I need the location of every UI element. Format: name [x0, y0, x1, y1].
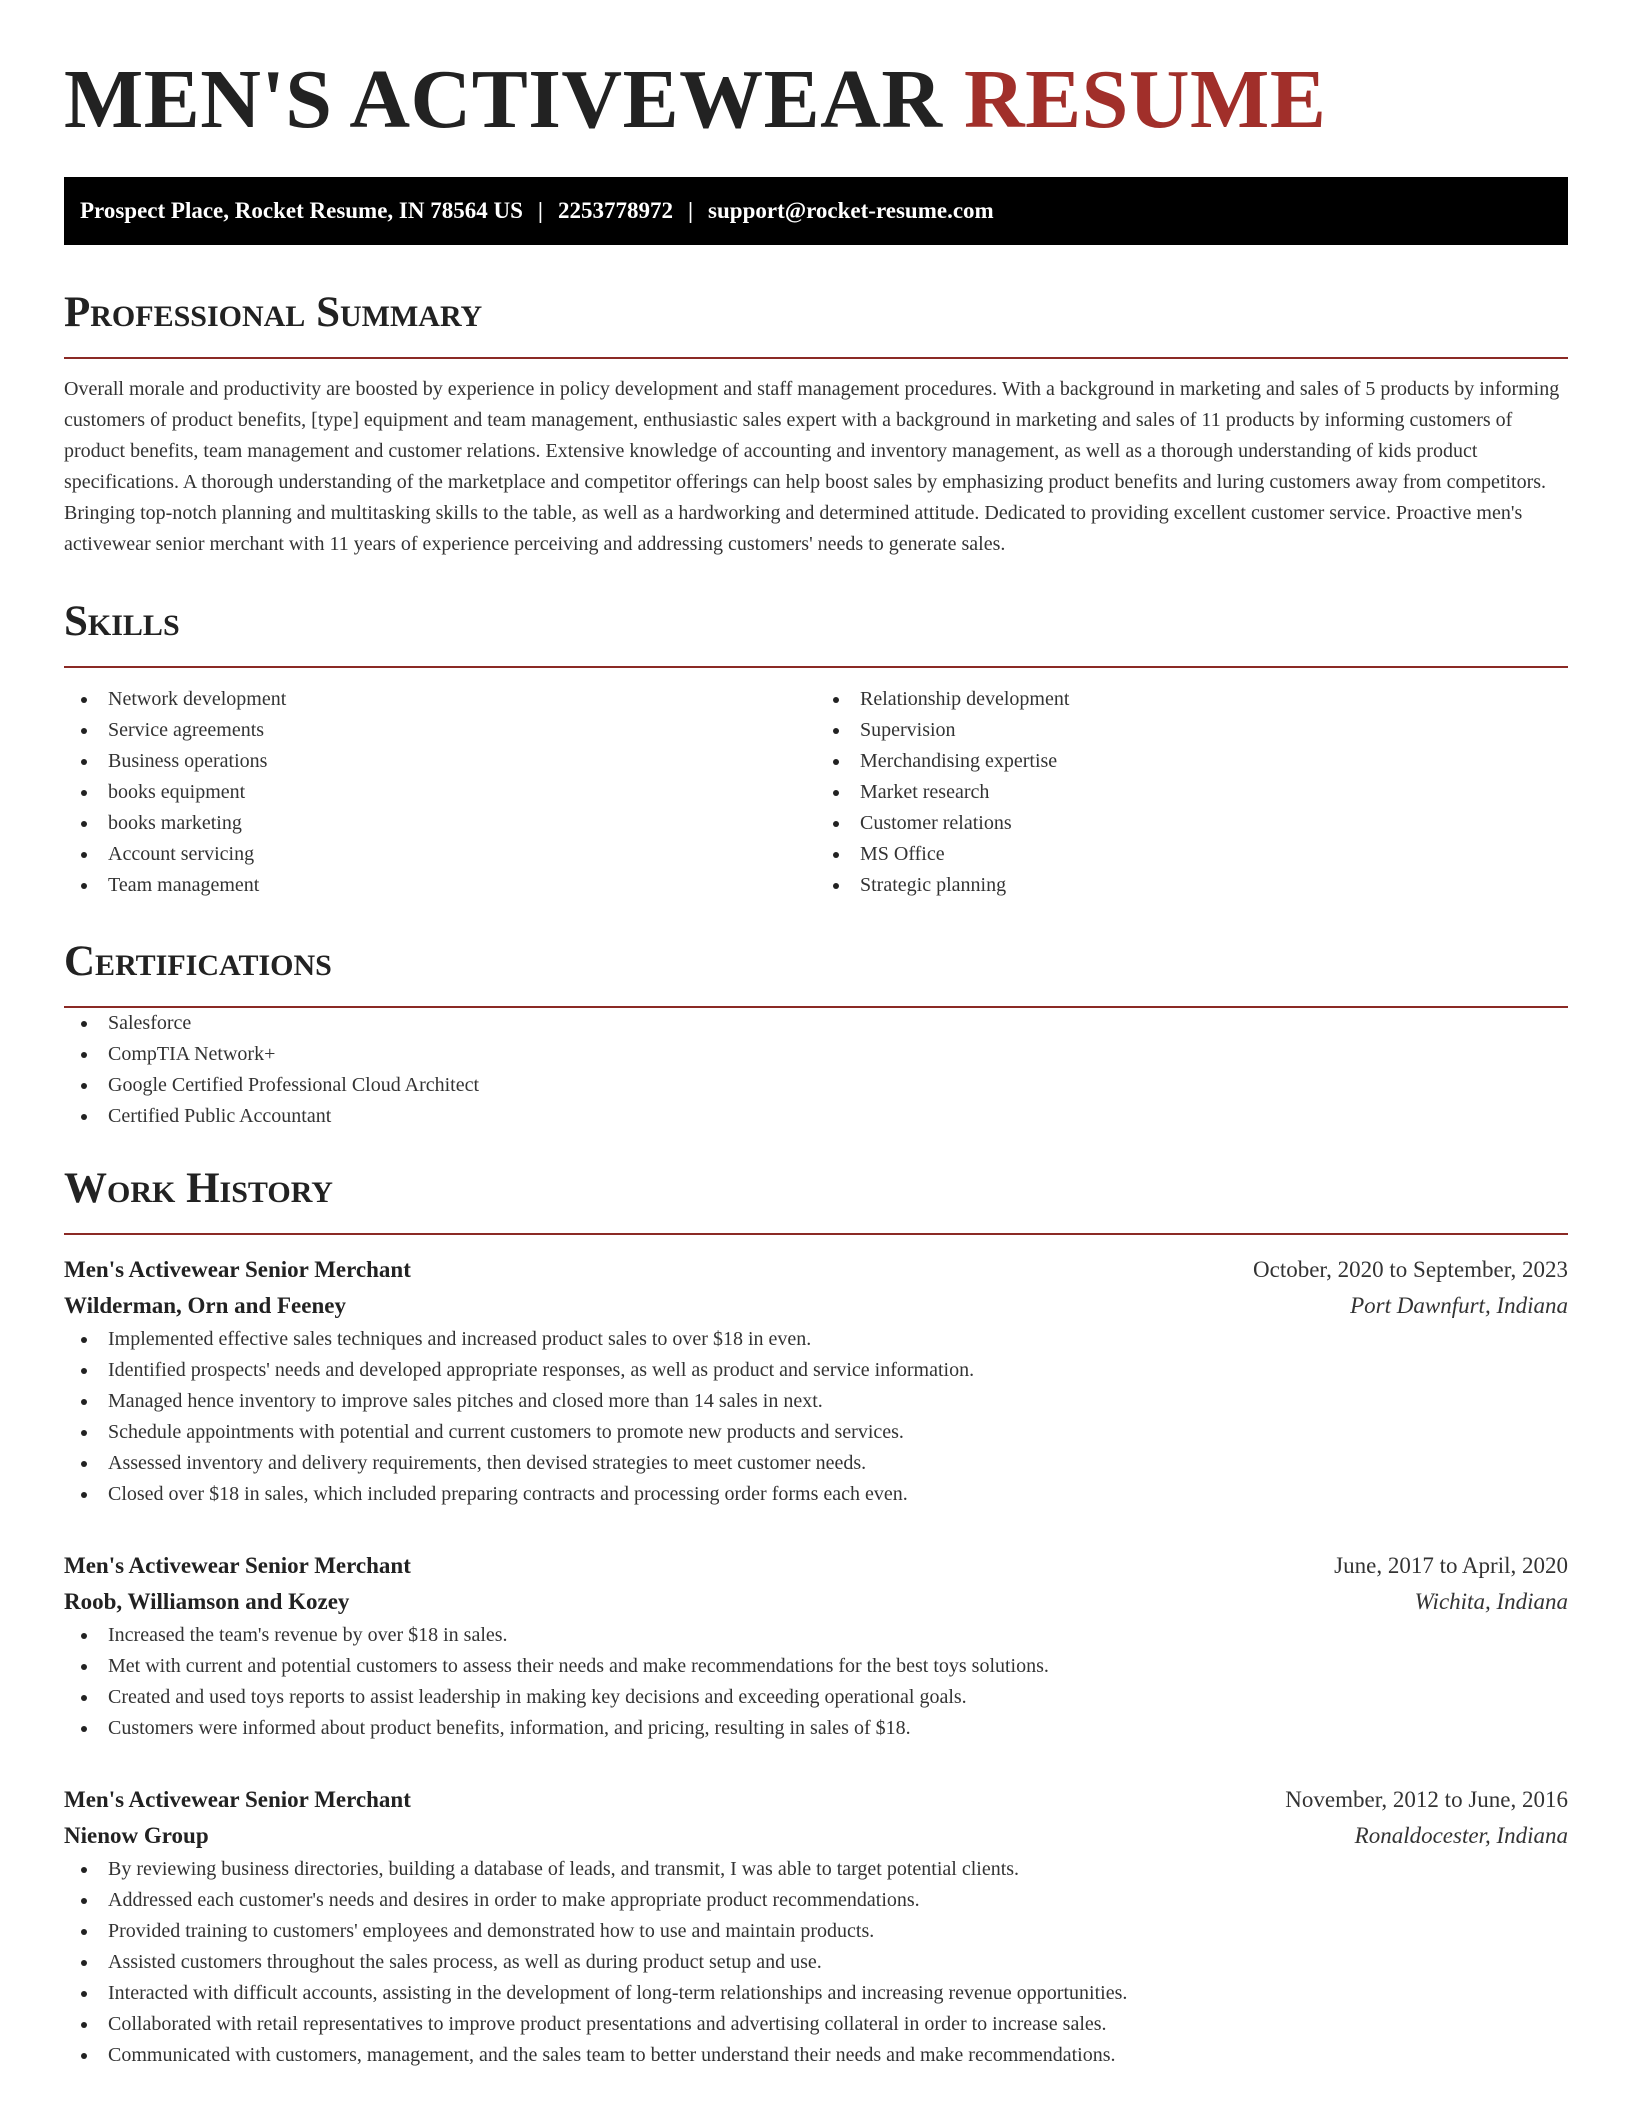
certification-item: Certified Public Accountant	[64, 1101, 1568, 1132]
job-header-row	[64, 1782, 1568, 1818]
certification-item: CompTIA Network+	[64, 1039, 1568, 1070]
skill-item: Supervision	[816, 715, 1568, 746]
summary-text: Overall morale and productivity are boosted by experience in policy development and staff management procedures. With a background in marketing and sales of 5 products by informing customers of product benefits, [type] equipment and team management, enthusiastic sales expert with a background in marketing and sales of 11 products by informing customers of product benefits, team management and customer relations. Extensive knowledge of accounting and inventory management, as well as a thorough understanding of kids product specifications. A thorough understanding of the marketplace and competitor offerings can help boost sales by emphasizing product benefits and luring customers away from competitors. Bringing top-notch planning and multitasking skills to the table, as well as a hardworking and determined attitude. Dedicated to providing excellent customer service. Proactive men's activewear senior merchant with 11 years of experience perceiving and addressing customers' needs to generate sales.	[64, 378, 1560, 555]
job-bullet: Communicated with customers, management, and the sales team to better understand their needs and make recommendations.	[64, 2040, 1568, 2071]
job-bullet: Addressed each customer's needs and desires in order to make appropriate product recommendations.	[64, 1885, 1568, 1916]
certification-item: Salesforce	[64, 1008, 1568, 1039]
job-company-row	[64, 1288, 1568, 1324]
skill-item: Customer relations	[816, 808, 1568, 839]
skill-item: Strategic planning	[816, 870, 1568, 901]
contact-separator: |	[537, 198, 543, 223]
skills-list-left	[64, 684, 816, 901]
skill-item: Service agreements	[64, 715, 816, 746]
certifications-list	[64, 1008, 1568, 1132]
job-dates: June, 2017 to April, 2020	[1334, 1553, 1568, 1578]
job-bullet-list	[64, 1620, 1568, 1744]
title-main: MEN'S ACTIVEWEAR	[64, 53, 943, 146]
job-company: Nienow Group	[64, 1823, 209, 1848]
job-bullet: Identified prospects' needs and developed appropriate responses, as well as product and service information.	[64, 1355, 1568, 1386]
title-accent: RESUME	[963, 53, 1327, 146]
skill-item: Network development	[64, 684, 816, 715]
skills-list-right	[816, 684, 1568, 901]
skill-item: MS Office	[816, 839, 1568, 870]
section-heading-certifications: Certifications	[64, 938, 332, 985]
summary-section	[64, 285, 1568, 560]
job-bullet: Managed hence inventory to improve sales pitches and closed more than 14 sales in next.	[64, 1386, 1568, 1417]
job-dates: November, 2012 to June, 2016	[1285, 1787, 1568, 1812]
job-bullet: Provided training to customers' employees and demonstrated how to use and maintain products.	[64, 1916, 1568, 1947]
job-bullet: Schedule appointments with potential and current customers to promote new products and services.	[64, 1417, 1568, 1448]
work-history-section	[64, 1161, 1568, 2071]
contact-address: Prospect Place, Rocket Resume, IN 78564 US	[80, 198, 523, 223]
job-company-row	[64, 1584, 1568, 1620]
job-bullet: Implemented effective sales techniques and increased product sales to over $18 in even.	[64, 1324, 1568, 1355]
job-bullet: Assisted customers throughout the sales process, as well as during product setup and use.	[64, 1947, 1568, 1978]
job-header-row	[64, 1252, 1568, 1288]
job-title: Men's Activewear Senior Merchant	[64, 1553, 411, 1578]
section-heading-skills: Skills	[64, 598, 180, 645]
job-title: Men's Activewear Senior Merchant	[64, 1257, 411, 1282]
section-divider	[64, 666, 1568, 668]
skill-item: Account servicing	[64, 839, 816, 870]
job-bullet: Increased the team's revenue by over $18 in sales.	[64, 1620, 1568, 1651]
section-heading-summary: Professional Summary	[64, 289, 483, 336]
job-company-row	[64, 1818, 1568, 1854]
job-bullet: Closed over $18 in sales, which included preparing contracts and processing order forms each even.	[64, 1479, 1568, 1510]
section-heading-work-history: Work History	[64, 1165, 333, 1212]
job-title: Men's Activewear Senior Merchant	[64, 1787, 411, 1812]
certification-item: Google Certified Professional Cloud Architect	[64, 1070, 1568, 1101]
skills-section	[64, 594, 1568, 901]
job-bullet: Collaborated with retail representatives to improve product presentations and advertising collateral in order to increase sales.	[64, 2009, 1568, 2040]
contact-separator: |	[687, 198, 694, 223]
contact-email[interactable]: support@rocket-resume.com	[708, 198, 994, 223]
job-entry	[64, 1782, 1568, 2071]
skill-item: Relationship development	[816, 684, 1568, 715]
job-location: Ronaldocester, Indiana	[1354, 1823, 1568, 1848]
job-bullet: Customers were informed about product benefits, information, and pricing, resulting in sales of $18.	[64, 1713, 1568, 1744]
job-bullet: By reviewing business directories, building a database of leads, and transmit, I was able to target potential clients.	[64, 1854, 1568, 1885]
contact-phone[interactable]: 2253778972	[557, 198, 673, 223]
job-bullet: Created and used toys reports to assist leadership in making key decisions and exceeding operational goals.	[64, 1682, 1568, 1713]
job-bullet: Assessed inventory and delivery requirements, then devised strategies to meet customer needs.	[64, 1448, 1568, 1479]
job-company: Roob, Williamson and Kozey	[64, 1589, 350, 1614]
certifications-section	[64, 934, 1568, 1132]
job-bullet: Interacted with difficult accounts, assisting in the development of long-term relationships and increasing revenue opportunities.	[64, 1978, 1568, 2009]
contact-bar	[64, 177, 1568, 245]
job-dates: October, 2020 to September, 2023	[1253, 1257, 1568, 1282]
resume-title	[64, 0, 1568, 146]
job-entry	[64, 1252, 1568, 1510]
section-divider	[64, 357, 1568, 359]
job-bullet-list	[64, 1324, 1568, 1510]
skill-item: Team management	[64, 870, 816, 901]
job-location: Wichita, Indiana	[1414, 1589, 1568, 1614]
skill-item: Market research	[816, 777, 1568, 808]
job-bullet: Met with current and potential customers to assess their needs and make recommendations for the best toys solutions.	[64, 1651, 1568, 1682]
skill-item: books marketing	[64, 808, 816, 839]
job-company: Wilderman, Orn and Feeney	[64, 1293, 346, 1318]
skill-item: books equipment	[64, 777, 816, 808]
job-location: Port Dawnfurt, Indiana	[1350, 1293, 1568, 1318]
skills-grid	[64, 684, 1568, 901]
skill-item: Merchandising expertise	[816, 746, 1568, 777]
job-header-row	[64, 1548, 1568, 1584]
skill-item: Business operations	[64, 746, 816, 777]
section-divider	[64, 1233, 1568, 1235]
job-bullet-list	[64, 1854, 1568, 2071]
job-entry	[64, 1548, 1568, 1744]
